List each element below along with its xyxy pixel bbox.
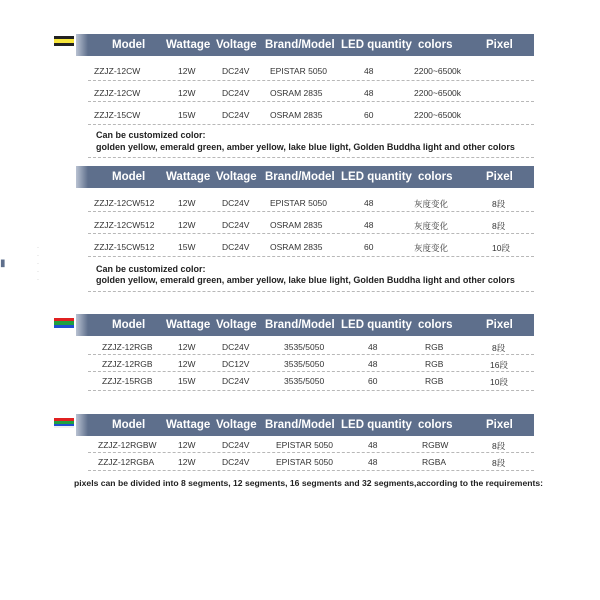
cell-pixel: 10段 <box>492 243 510 253</box>
header-model: Model <box>112 39 146 51</box>
table-row <box>88 214 534 234</box>
cell-colors: RGB <box>425 359 444 369</box>
header-accent <box>76 314 88 336</box>
margin-dots: · · · · · <box>37 245 39 283</box>
cell-wattage: 12W <box>178 66 196 76</box>
header-led-quantity: LED quantity <box>341 319 412 331</box>
cell-brand: EPISTAR 5050 <box>270 66 328 76</box>
custom-color-note: golden yellow, emerald green, amber yellow, lake blue light, Golden Buddha light and other colors <box>96 142 515 152</box>
header-led-quantity: LED quantity <box>341 171 412 183</box>
cell-brand: EPISTAR 5050 <box>276 457 334 467</box>
header-voltage: Voltage <box>216 39 257 51</box>
pixel-segment-note: pixels can be divided into 8 segments, 12 segments, 16 segments and 32 segments,according to the requirements: <box>74 478 543 488</box>
cell-wattage: 12W <box>178 440 196 450</box>
header-pixel: Pixel <box>486 319 513 331</box>
custom-color-note-title: Can be customized color: <box>96 264 206 274</box>
header-pixel: Pixel <box>486 171 513 183</box>
cell-pixel: 8段 <box>492 458 506 468</box>
header-accent <box>76 414 88 436</box>
cell-voltage: DC24V <box>222 440 250 450</box>
header-voltage: Voltage <box>216 171 257 183</box>
edge-marker-icon: ▮ <box>0 258 6 269</box>
header-voltage: Voltage <box>216 319 257 331</box>
cell-pixel: 16段 <box>490 360 508 370</box>
cell-wattage: 12W <box>178 88 196 98</box>
cell-brand: EPISTAR 5050 <box>270 198 328 208</box>
cell-voltage: DC24V <box>222 66 250 76</box>
header-voltage: Voltage <box>216 419 257 431</box>
cell-led-quantity: 48 <box>364 88 374 98</box>
cell-led-quantity: 60 <box>364 110 374 120</box>
cell-model: ZZJZ-12CW512 <box>94 220 155 230</box>
cell-model: ZZJZ-12RGBW <box>98 440 157 450</box>
table-row <box>88 82 534 102</box>
cell-brand: 3535/5050 <box>284 376 325 386</box>
table-header <box>88 34 534 56</box>
cell-led-quantity: 48 <box>364 66 374 76</box>
cell-voltage: DC24V <box>222 242 250 252</box>
cell-brand: OSRAM 2835 <box>270 220 323 230</box>
cell-voltage: DC24V <box>222 110 250 120</box>
cell-led-quantity: 48 <box>368 457 378 467</box>
cell-brand: 3535/5050 <box>284 342 325 352</box>
cell-led-quantity: 60 <box>364 242 374 252</box>
table-row <box>88 104 534 124</box>
row-divider <box>88 390 534 391</box>
table-header <box>88 314 534 336</box>
cell-colors: 2200~6500k <box>414 110 462 120</box>
header-colors: colors <box>418 39 453 51</box>
cell-pixel: 8段 <box>492 221 506 231</box>
row-divider <box>88 211 534 212</box>
cell-led-quantity: 48 <box>368 342 378 352</box>
cell-model: ZZJZ-12RGB <box>102 359 153 369</box>
cell-pixel: 8段 <box>492 441 506 451</box>
cell-model: ZZJZ-12CW <box>94 66 141 76</box>
header-wattage: Wattage <box>166 39 211 51</box>
color-swatch-icon <box>54 318 74 328</box>
cell-colors: 2200~6500k <box>414 66 462 76</box>
cell-led-quantity: 48 <box>364 198 374 208</box>
section-divider <box>88 291 534 292</box>
cell-voltage: DC24V <box>222 457 250 467</box>
header-colors: colors <box>418 319 453 331</box>
header-brand-model: Brand/Model <box>265 319 335 331</box>
cell-wattage: 15W <box>178 110 196 120</box>
cell-led-quantity: 48 <box>368 440 378 450</box>
cell-pixel: 10段 <box>490 377 508 387</box>
custom-color-note: golden yellow, emerald green, amber yellow, lake blue light, Golden Buddha light and other colors <box>96 275 515 285</box>
row-divider <box>88 101 534 102</box>
cell-led-quantity: 60 <box>368 376 378 386</box>
cell-wattage: 12W <box>178 342 196 352</box>
cell-pixel: 8段 <box>492 199 506 209</box>
cell-colors: 灰度变化 <box>414 243 449 253</box>
table-header <box>88 166 534 188</box>
header-brand-model: Brand/Model <box>265 171 335 183</box>
cell-voltage: DC12V <box>222 359 250 369</box>
cell-brand: OSRAM 2835 <box>270 88 323 98</box>
header-colors: colors <box>418 171 453 183</box>
cell-wattage: 15W <box>178 242 196 252</box>
row-divider <box>88 470 534 471</box>
header-accent <box>76 34 88 56</box>
row-divider <box>88 124 534 125</box>
cell-brand: OSRAM 2835 <box>270 110 323 120</box>
header-wattage: Wattage <box>166 419 211 431</box>
header-led-quantity: LED quantity <box>341 39 412 51</box>
cell-wattage: 12W <box>178 198 196 208</box>
cell-model: ZZJZ-15CW <box>94 110 141 120</box>
header-led-quantity: LED quantity <box>341 419 412 431</box>
cell-colors: 2200~6500k <box>414 88 462 98</box>
table-row <box>88 451 534 471</box>
cell-model: ZZJZ-12RGB <box>102 342 153 352</box>
cell-brand: 3535/5050 <box>284 359 325 369</box>
cell-voltage: DC24V <box>222 220 250 230</box>
cell-led-quantity: 48 <box>364 220 374 230</box>
cell-voltage: DC24V <box>222 198 250 208</box>
cell-wattage: 12W <box>178 359 196 369</box>
cell-voltage: DC24V <box>222 88 250 98</box>
cell-model: ZZJZ-15CW512 <box>94 242 155 252</box>
header-model: Model <box>112 319 146 331</box>
cell-voltage: DC24V <box>222 376 250 386</box>
table-row <box>88 236 534 256</box>
cell-colors: 灰度变化 <box>414 221 449 231</box>
header-brand-model: Brand/Model <box>265 419 335 431</box>
section-divider <box>88 157 534 158</box>
header-colors: colors <box>418 419 453 431</box>
table-row <box>88 60 534 80</box>
header-wattage: Wattage <box>166 171 211 183</box>
custom-color-note-title: Can be customized color: <box>96 130 206 140</box>
table-row <box>88 370 534 390</box>
cell-brand: OSRAM 2835 <box>270 242 323 252</box>
row-divider <box>88 233 534 234</box>
header-wattage: Wattage <box>166 319 211 331</box>
header-pixel: Pixel <box>486 39 513 51</box>
cell-model: ZZJZ-12CW <box>94 88 141 98</box>
cell-colors: RGB <box>425 342 444 352</box>
header-model: Model <box>112 171 146 183</box>
cell-wattage: 12W <box>178 457 196 467</box>
cell-model: ZZJZ-12RGBA <box>98 457 155 467</box>
cell-led-quantity: 48 <box>368 359 378 369</box>
cell-colors: RGB <box>425 376 444 386</box>
cell-colors: RGBW <box>422 440 449 450</box>
cell-brand: EPISTAR 5050 <box>276 440 334 450</box>
cell-model: ZZJZ-15RGB <box>102 376 153 386</box>
cell-wattage: 15W <box>178 376 196 386</box>
header-pixel: Pixel <box>486 419 513 431</box>
cell-voltage: DC24V <box>222 342 250 352</box>
cell-colors: 灰度变化 <box>414 199 449 209</box>
table-row <box>88 192 534 212</box>
cell-colors: RGBA <box>422 457 447 467</box>
header-model: Model <box>112 419 146 431</box>
cell-model: ZZJZ-12CW512 <box>94 198 155 208</box>
color-swatch-icon <box>54 36 74 46</box>
row-divider <box>88 80 534 81</box>
cell-wattage: 12W <box>178 220 196 230</box>
table-header <box>88 414 534 436</box>
header-accent <box>76 166 88 188</box>
color-swatch-icon <box>54 418 74 428</box>
header-brand-model: Brand/Model <box>265 39 335 51</box>
row-divider <box>88 256 534 257</box>
cell-pixel: 8段 <box>492 343 506 353</box>
